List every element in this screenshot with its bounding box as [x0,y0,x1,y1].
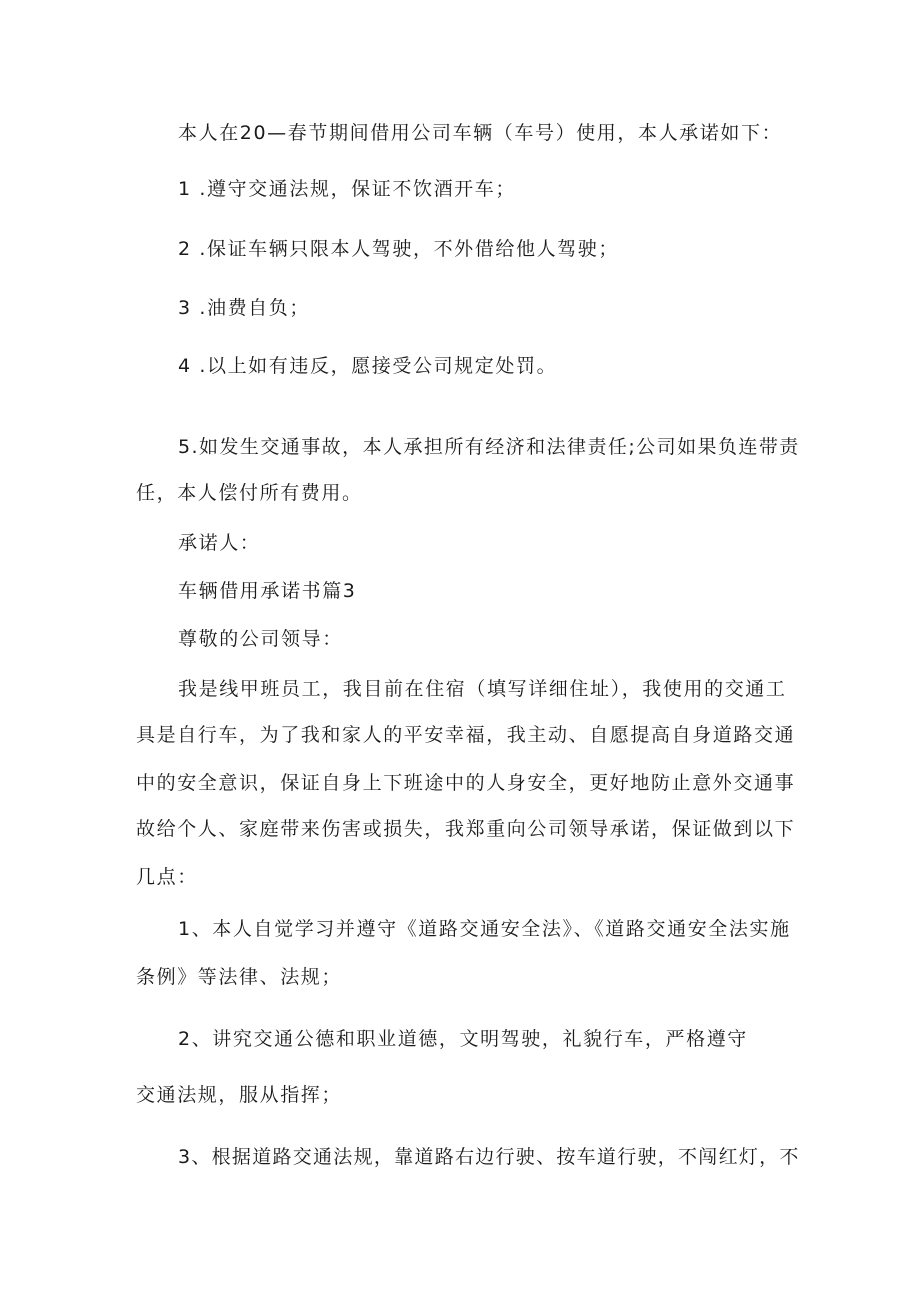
pledge-1-line-2: 条例》等法律、法规； [136,966,343,988]
pledge-2-line-2: 交通法规，服从指挥； [136,1084,343,1106]
body-line-1: 我是线甲班员工，我目前在住宿（填写详细住址），我使用的交通工 [178,678,787,700]
body-line-3: 中的安全意识，保证自身上下班途中的人身安全，更好地防止意外交通事 [136,772,796,794]
list-item-4: 4 .以上如有违反，愿接受公司规定处罚。 [178,355,558,377]
list-item-5-line-1: 5.如发生交通事故，本人承担所有经济和法律责任;公司如果负连带责 [178,436,800,458]
list-item-2: 2 .保证车辆只限本人驾驶，不外借给他人驾驶； [178,238,619,260]
pledge-3-line-1: 3、根据道路交通法规，靠道路右边行驶、按车道行驶，不闯红灯，不 [178,1146,800,1168]
section-title: 车辆借用承诺书篇3 [178,580,357,602]
pledge-1-line-1: 1、本人自觉学习并遵守《道路交通安全法》、《道路交通安全法实施 [178,918,791,940]
list-item-3: 3 .油费自负； [178,297,310,319]
list-item-5-line-2: 任，本人偿付所有费用。 [136,482,363,504]
intro-paragraph: 本人在20—春节期间借用公司车辆（车号）使用，本人承诺如下： [178,122,783,144]
body-line-4: 故给个人、家庭带来伤害或损失，我郑重向公司领导承诺，保证做到以下 [136,818,796,840]
body-line-5: 几点： [136,866,198,888]
promisor-label: 承诺人： [178,532,261,554]
salutation: 尊敬的公司领导： [178,628,343,650]
pledge-2-line-1: 2、讲究交通公德和职业道德，文明驾驶，礼貌行车，严格遵守 [178,1028,748,1050]
list-item-1: 1 .遵守交通法规，保证不饮酒开车； [178,178,516,200]
body-line-2: 具是自行车，为了我和家人的平安幸福，我主动、自愿提高自身道路交通 [136,724,796,746]
